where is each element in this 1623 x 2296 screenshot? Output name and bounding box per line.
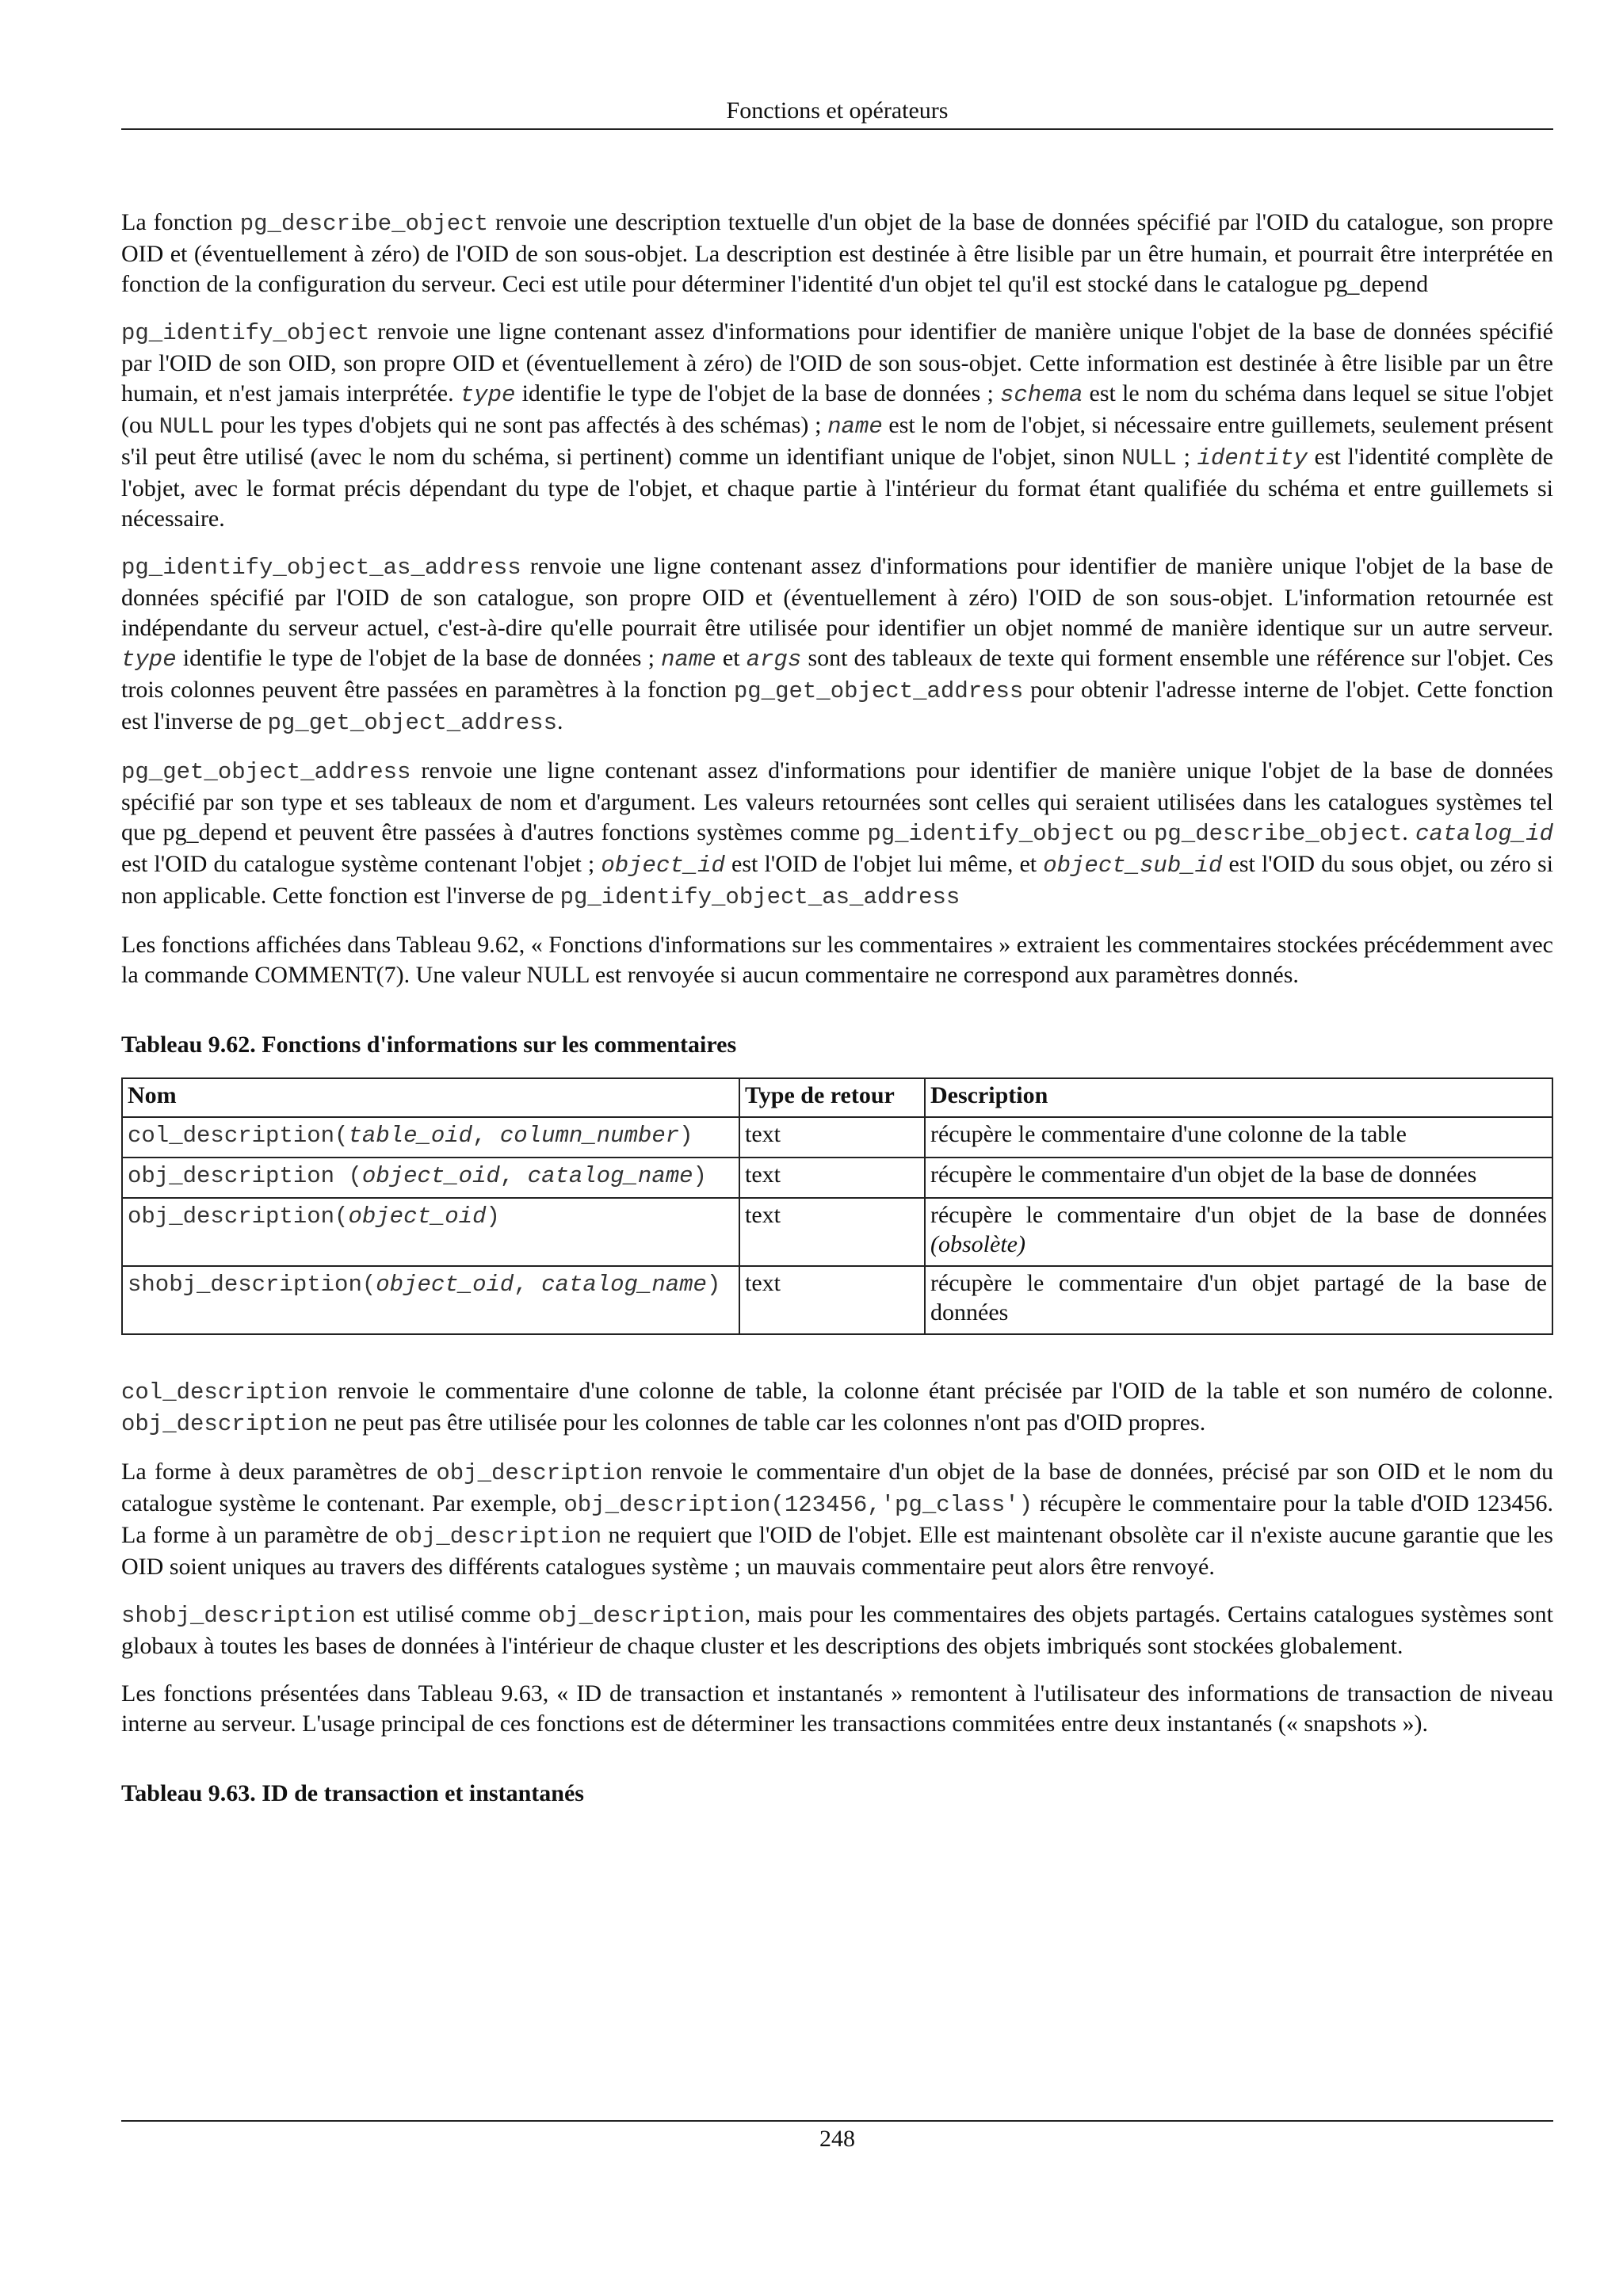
paragraph-obj-description: La forme à deux paramètres de obj_description renvoie le commentaire d'un objet de la base de données, précisé par son OID et le nom du catalogue système le contenant. Par exemple, obj_description(123456,'pg_class') récupère le commentaire pour la table d'OID 123456. La forme à un paramètre de obj_description ne requiert que l'OID de l'objet. Elle est maintenant obsolète car il n'existe aucune garantie que les OID soient uniques au travers des différents catalogues système ; un mauvais commentaire peut alors être renvoyé. — [121, 1459, 1553, 1580]
paragraph-pg-get-object-address: pg_get_object_address renvoie une ligne contenant assez d'informations pour identifier de manière unique l'objet de la base de données spécifié par son type et ses tableaux de nom et d'argument. Les valeurs retournées sont celles qui seraient utilisées dans les catalogues systèmes tel que pg_depend et peuvent être passées à d'autres fonctions systèmes comme pg_identify_object ou pg_describe_object. catalog_id est l'OID du catalogue système contenant l'objet ; object_id est l'OID de l'objet lui même, et object_sub_id est l'OID du sous objet, ou zéro si non applicable. Cette fonction est l'inverse de pg_identify_object_as_address — [121, 757, 1553, 910]
table-row — [122, 1117, 1552, 1158]
function-description: récupère le commentaire d'une colonne de la table — [925, 1117, 1552, 1158]
function-description: récupère le commentaire d'un objet de la base de données — [925, 1158, 1552, 1198]
footer-rule — [121, 2120, 1553, 2122]
return-type: text — [739, 1198, 925, 1266]
return-type: text — [739, 1117, 925, 1158]
column-header-name: Nom — [122, 1078, 739, 1117]
table-row — [122, 1198, 1552, 1266]
paragraph-shobj-description: shobj_description est utilisé comme obj_description, mais pour les commentaires des objets partagés. Certains catalogues systèmes sont globaux à toutes les bases de données à l'intérieur de chaque cluster et les descriptions des objets imbriqués sont stockées globalement. — [121, 1601, 1553, 1659]
paragraph-pg-identify-object: pg_identify_object renvoie une ligne contenant assez d'informations pour identifier de manière unique l'objet de la base de données spécifié par l'OID de son OID, son propre OID et (éventuellement à zéro) de l'OID de son sous-objet. Cette information est destinée à être lisible par un être humain, et n'est jamais interprétée. type identifie le type de l'objet de la base de données ; schema est le nom du schéma dans lequel se situe l'objet (ou NULL pour les types d'objets qui ne sont pas affectés à des schémas) ; name est le nom de l'objet, si nécessaire entre guillemets, seulement présent s'il peut être utilisé (avec le nom du schéma, si pertinent) comme un identifiant unique de l'objet, sinon NULL ; identity est l'identité complète de l'objet, avec le format précis dépendant du type de l'objet, et chaque partie à l'intérieur du format étant qualifiée du schéma et entre guillemets si nécessaire. — [121, 318, 1554, 532]
page-number: 248 — [819, 2126, 855, 2152]
obsolete-note: (obsolète) — [930, 1231, 1025, 1257]
function-description: récupère le commentaire d'un objet partagé de la base de données — [925, 1266, 1552, 1334]
running-header: Fonctions et opérateurs — [726, 97, 949, 124]
paragraph-pg-describe-object: La fonction pg_describe_object renvoie une description textuelle d'un objet de la base de données spécifié par l'OID du catalogue, son propre OID et (éventuellement à zéro) de l'OID de son sous-objet. La description est destinée à être lisible par un être humain, et pourrait être interprétée en fonction de la configuration du serveur. Ceci est utile pour déterminer l'identité d'un objet tel qu'il est stocké dans le catalogue pg_depend — [121, 209, 1553, 297]
function-signature: obj_description(object_oid) — [122, 1198, 739, 1266]
column-header-return-type: Type de retour — [739, 1078, 925, 1117]
return-type: text — [739, 1158, 925, 1198]
paragraph-pg-identify-object-as-address: pg_identify_object_as_address renvoie une ligne contenant assez d'informations pour identifier de manière unique l'objet de la base de données spécifié par l'OID de son catalogue, son propre OID et (éventuellement à zéro) l'OID de son sous-objet. L'information retournée est indépendante du serveur actuel, c'est-à-dire qu'elle pourrait être utilisée pour identifier un objet nommé de manière identique sur un autre serveur. type identifie le type de l'objet de la base de données ; name et args sont des tableaux de texte qui forment ensemble une référence sur l'objet. Ces trois colonnes peuvent être passées en paramètres à la fonction pg_get_object_address pour obtenir l'adresse interne de l'objet. Cette fonction est l'inverse de pg_get_object_address. — [121, 553, 1554, 736]
comment-functions-table — [121, 1077, 1553, 1335]
function-signature: obj_description (object_oid, catalog_name) — [122, 1158, 739, 1198]
return-type: text — [739, 1266, 925, 1334]
page-body — [121, 208, 1553, 1826]
paragraph-transaction-intro: Les fonctions présentées dans Tableau 9.63, « ID de transaction et instantanés » remontent à l'utilisateur des informations de transaction de niveau interne au serveur. L'usage principal de ces fonctions est de déterminer les transactions commitées entre deux instantanés (« snapshots »). — [121, 1680, 1553, 1737]
function-signature: shobj_description(object_oid, catalog_name) — [122, 1266, 739, 1334]
column-header-description: Description — [925, 1078, 1552, 1117]
table-row — [122, 1158, 1552, 1198]
table-9-63-caption: Tableau 9.63. ID de transaction et instantanés — [121, 1780, 584, 1806]
table-row — [122, 1266, 1552, 1334]
header-rule — [121, 128, 1553, 130]
table-header-row — [122, 1078, 1552, 1117]
function-description: récupère le commentaire d'un objet de la base de données (obsolète) — [925, 1198, 1552, 1266]
table-9-62-caption: Tableau 9.62. Fonctions d'informations sur les commentaires — [121, 1032, 737, 1058]
function-signature: col_description(table_oid, column_number) — [122, 1117, 739, 1158]
paragraph-comment-functions-intro: Les fonctions affichées dans Tableau 9.62, « Fonctions d'informations sur les commentaires » extraient les commentaires stockées précédemment avec la commande COMMENT(7). Une valeur NULL est renvoyée si aucun commentaire ne correspond aux paramètres donnés. — [121, 932, 1553, 988]
paragraph-col-description: col_description renvoie le commentaire d'une colonne de table, la colonne étant précisée par l'OID de la table et son numéro de colonne. obj_description ne peut pas être utilisée pour les colonnes de table car les colonnes n'ont pas d'OID propres. — [121, 1378, 1553, 1437]
